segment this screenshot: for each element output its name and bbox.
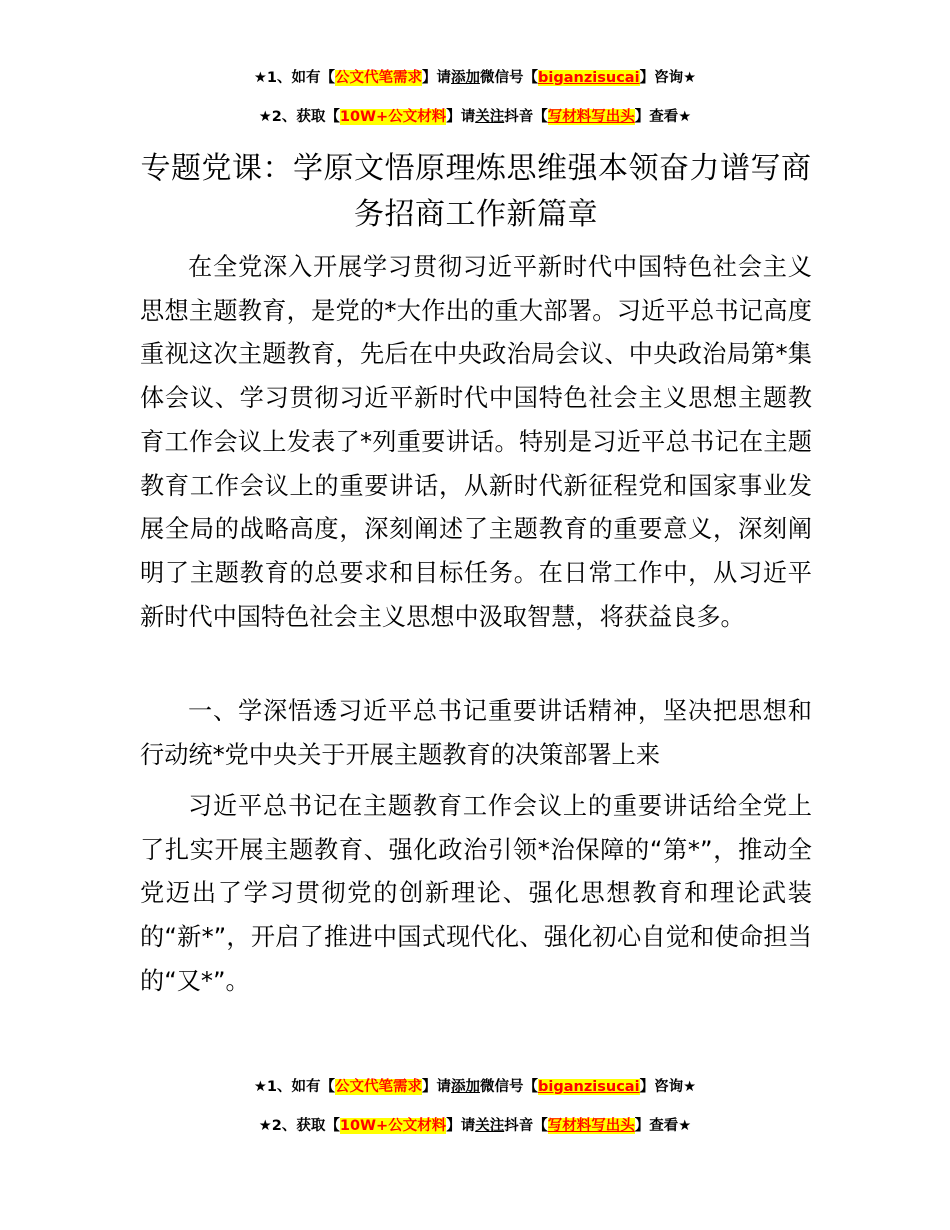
document-title: 专题党课：学原文悟原理炼思维强本领奋力谱写商务招商工作新篇章 bbox=[140, 151, 812, 232]
promo-text: 】请 bbox=[422, 70, 452, 86]
promo-text: ★1、如有【 bbox=[253, 70, 336, 86]
promo-underline: 关注 bbox=[475, 1118, 505, 1134]
promo-text: 微信号【 bbox=[480, 1079, 539, 1095]
promo-text: 】查看★ bbox=[634, 1118, 692, 1134]
promo-line-bottom-2 bbox=[0, 1116, 950, 1136]
promo-text: ★2、获取【 bbox=[258, 1118, 340, 1134]
body-paragraph-2: 习近平总书记在主题教育工作会议上的重要讲话给全党上了扎实开展主题教育、强化政治引领*治保障的“第*”，推动全党迈出了学习贯彻党的创新理论、强化思想教育和理论武装的“新*”，开启了推进中国式现代化、强化初心自觉和使命担当的“又*”。 bbox=[140, 792, 812, 995]
body-paragraph-intro: 在全党深入开展学习贯彻习近平新时代中国特色社会主义思想主题教育，是党的*大作出的重大部署。习近平总书记高度重视这次主题教育，先后在中央政治局会议、中央政治局第*集体会议、学习贯彻习近平新时代中国特色社会主义思想主题教育工作会议上发表了*列重要讲话。特别是习近平总书记在主题教育工作会议上的重要讲话，从新时代新征程党和国家事业发展全局的战略高度，深刻阐述了主题教育的重要意义，深刻阐明了主题教育的总要求和目标任务。在日常工作中，从习近平新时代中国特色社会主义思想中汲取智慧，将获益良多。 bbox=[140, 253, 812, 631]
promo-underline: 关注 bbox=[475, 109, 505, 125]
promo-highlight: 公文代笔需求 bbox=[335, 1079, 423, 1095]
promo-line-top-1 bbox=[0, 68, 950, 88]
promo-underline: 添加 bbox=[451, 70, 481, 86]
promo-douyin-name: 写材料写出头 bbox=[547, 109, 635, 125]
promo-text: 】查看★ bbox=[634, 109, 692, 125]
promo-wechat-id: biganzisucai bbox=[538, 70, 640, 86]
promo-highlight: 公文代笔需求 bbox=[335, 70, 423, 86]
promo-highlight: 10W+公文材料 bbox=[339, 1118, 447, 1134]
promo-wechat-id: biganzisucai bbox=[538, 1079, 640, 1095]
promo-text: 】请 bbox=[422, 1079, 452, 1095]
promo-text: ★1、如有【 bbox=[253, 1079, 336, 1095]
promo-line-top-2 bbox=[0, 107, 950, 127]
promo-highlight: 10W+公文材料 bbox=[339, 109, 447, 125]
section-heading-1: 一、学深悟透习近平总书记重要讲话精神，坚决把思想和行动统*党中央关于开展主题教育的决策部署上来 bbox=[140, 697, 812, 769]
promo-text: ★2、获取【 bbox=[258, 109, 340, 125]
promo-text: 】请 bbox=[446, 109, 476, 125]
promo-line-bottom-1 bbox=[0, 1077, 950, 1097]
promo-text: 】咨询★ bbox=[639, 70, 697, 86]
promo-douyin-name: 写材料写出头 bbox=[547, 1118, 635, 1134]
promo-text: 】请 bbox=[446, 1118, 476, 1134]
promo-text: 抖音【 bbox=[504, 1118, 548, 1134]
promo-text: 】咨询★ bbox=[639, 1079, 697, 1095]
promo-text: 抖音【 bbox=[504, 109, 548, 125]
promo-underline: 添加 bbox=[451, 1079, 481, 1095]
promo-text: 微信号【 bbox=[480, 70, 539, 86]
